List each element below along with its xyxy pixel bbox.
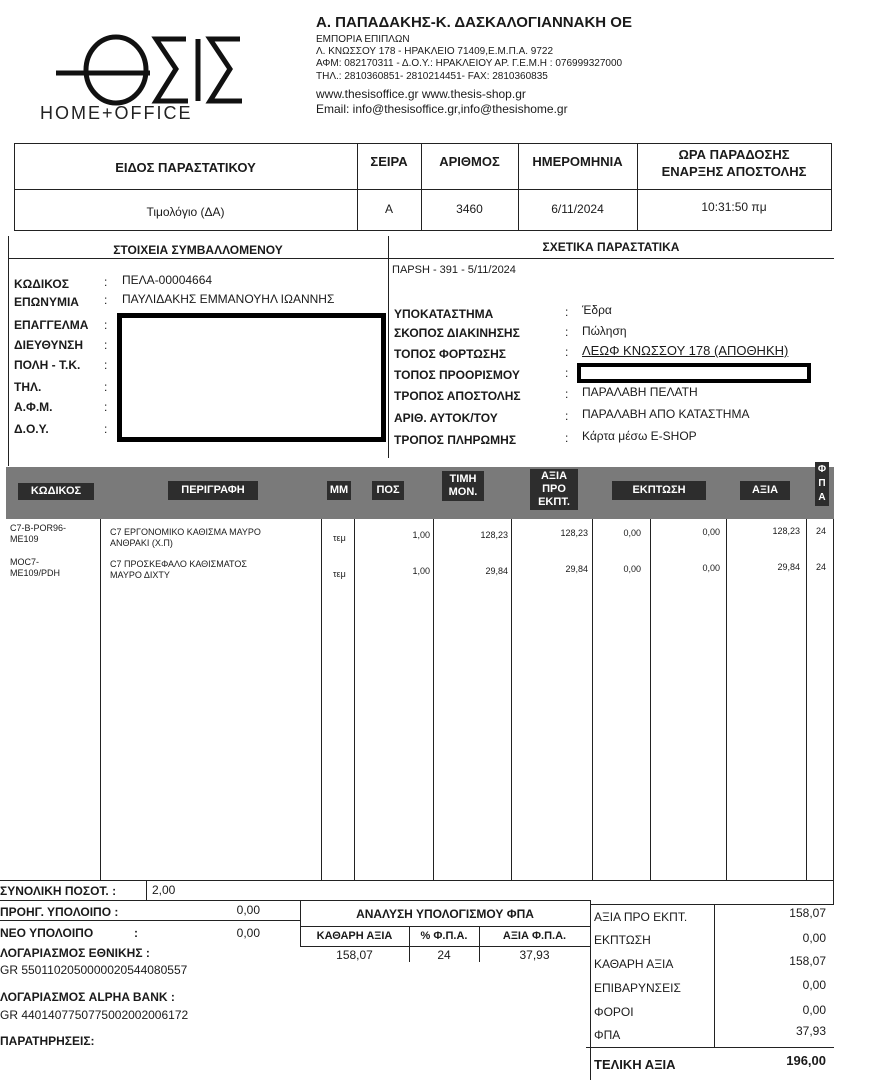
related-colon: : bbox=[565, 409, 569, 423]
items-header-band bbox=[6, 467, 834, 519]
col-header-vat-1: Φ bbox=[817, 464, 827, 475]
totals-label: ΕΠΙΒΑΡΥΝΣΕΙΣ bbox=[594, 981, 681, 995]
item-unit: τεμ bbox=[333, 533, 346, 543]
col-header-mm: ΜΜ bbox=[327, 481, 351, 500]
party-label: Δ.Ο.Υ. bbox=[14, 422, 49, 436]
related-value: Έδρα bbox=[582, 303, 612, 317]
doc-time-value: 10:31:50 πμ bbox=[701, 200, 767, 214]
col-header-desc: ΠΕΡΙΓΡΑΦΗ bbox=[168, 481, 258, 500]
party-colon: : bbox=[104, 318, 108, 332]
col-header-qty: ΠΟΣ bbox=[372, 481, 404, 500]
doc-time-header-2: ΕΝΑΡΞΗΣ ΑΠΟΣΤΟΛΗΣ bbox=[661, 164, 807, 179]
bank1-iban: GR 5501102050000020544080557 bbox=[0, 963, 188, 977]
item-prevalue: 29,84 bbox=[565, 564, 588, 574]
related-label: ΤΟΠΟΣ ΦΟΡΤΩΣΗΣ bbox=[394, 347, 506, 361]
related-value: ΠΑΡΑΛΑΒΗ ΑΠΟ ΚΑΤΑΣΤΗΜΑ bbox=[582, 407, 750, 421]
company-name: Α. ΠΑΠΑΔΑΚΗΣ-Κ. ΔΑΣΚΑΛΟΓΙΑΝΝΑΚΗ ΟΕ bbox=[316, 14, 632, 31]
company-line: ΕΜΠΟΡΙΑ ΕΠΙΠΛΩΝ bbox=[316, 34, 410, 45]
related-colon: : bbox=[565, 366, 569, 380]
item-desc-line: ΜΑΥΡΟ ΔΙΧΤΥ bbox=[110, 570, 170, 580]
doc-number-header: ΑΡΙΘΜΟΣ bbox=[439, 154, 500, 169]
related-label: ΤΡΟΠΟΣ ΑΠΟΣΤΟΛΗΣ bbox=[394, 389, 521, 403]
doc-date-value: 6/11/2024 bbox=[551, 202, 604, 216]
grand-total-value: 196,00 bbox=[786, 1053, 826, 1068]
prev-balance-value: 0,00 bbox=[236, 903, 260, 917]
item-qty: 1,00 bbox=[412, 566, 430, 576]
item-discount-pct: 0,00 bbox=[623, 564, 641, 574]
totals-label: ΦΟΡΟΙ bbox=[594, 1005, 634, 1019]
totals-value: 0,00 bbox=[802, 1003, 826, 1017]
redacted-destination bbox=[577, 363, 811, 383]
new-balance-value: 0,00 bbox=[236, 926, 260, 940]
company-line: ΑΦΜ: 082170311 - Δ.Ο.Υ.: ΗΡΑΚΛΕΙΟΥ ΑΡ. Γ.Ε.Μ.Η : 076999327000 bbox=[316, 58, 623, 69]
related-value: Κάρτα μέσω E-SHOP bbox=[582, 429, 697, 443]
item-discount-pct: 0,00 bbox=[623, 528, 641, 538]
doc-date-header: ΗΜΕΡΟΜΗΝΙΑ bbox=[532, 154, 623, 169]
party-colon: : bbox=[104, 293, 108, 307]
col-header-prevalue-2: ΠΡΟ bbox=[542, 483, 566, 495]
related-label: ΑΡΙΘ. ΑΥΤΟΚ/ΤΟΥ bbox=[394, 411, 498, 425]
item-desc bbox=[110, 527, 261, 549]
vat-amount-value: 37,93 bbox=[519, 948, 550, 962]
company-line: ΤΗΛ.: 2810360851- 2810214451- FAX: 2810360835 bbox=[316, 71, 548, 82]
related-value: ΠΑΡΑΛΑΒΗ ΠΕΛΑΤΗ bbox=[582, 385, 698, 399]
related-label: ΣΚΟΠΟΣ ΔΙΑΚΙΝΗΣΗΣ bbox=[394, 326, 520, 340]
party-colon: : bbox=[104, 380, 108, 394]
col-header-code: ΚΩΔΙΚΟΣ bbox=[18, 483, 94, 500]
col-header-vat bbox=[815, 462, 829, 506]
doc-number-value: 3460 bbox=[456, 202, 483, 216]
item-code-line: ME109 bbox=[10, 534, 39, 544]
vat-net-value: 158,07 bbox=[336, 948, 373, 962]
party-label: Α.Φ.Μ. bbox=[14, 400, 53, 414]
related-colon: : bbox=[565, 305, 569, 319]
totals-value: 37,93 bbox=[795, 1024, 826, 1038]
vat-analysis-title: ΑΝΑΛΥΣΗ ΥΠΟΛΟΓΙΣΜΟΥ ΦΠΑ bbox=[356, 907, 534, 921]
totals-label: ΕΚΠΤΩΣΗ bbox=[594, 933, 651, 947]
col-header-vat-2: Π bbox=[818, 478, 826, 489]
col-header-discount: ΕΚΠΤΩΣΗ bbox=[612, 481, 706, 500]
related-colon: : bbox=[565, 345, 569, 359]
item-price: 128,23 bbox=[480, 530, 508, 540]
doc-time-header-1: ΩΡΑ ΠΑΡΑΔΟΣΗΣ bbox=[678, 147, 790, 162]
item-code-line: ME109/PDH bbox=[10, 568, 61, 578]
item-vat: 24 bbox=[815, 526, 826, 536]
related-title: ΣΧΕΤΙΚΑ ΠΑΡΑΣΤΑΤΙΚΑ bbox=[542, 240, 680, 254]
vat-pct-header: % Φ.Π.Α. bbox=[420, 930, 468, 942]
bank1-label: ΛΟΓΑΡΙΑΣΜΟΣ ΕΘΝΙΚΗΣ : bbox=[0, 946, 150, 960]
doc-series-header: ΣΕΙΡΑ bbox=[370, 154, 408, 169]
party-colon: : bbox=[104, 338, 108, 352]
party-value-code: ΠΕΛΑ-00004664 bbox=[122, 273, 213, 287]
grand-total-label: ΤΕΛΙΚΗ ΑΞΙΑ bbox=[594, 1057, 676, 1072]
vat-net-header: ΚΑΘΑΡΗ ΑΞΙΑ bbox=[316, 930, 393, 942]
item-unit: τεμ bbox=[333, 569, 346, 579]
related-colon: : bbox=[565, 387, 569, 401]
col-header-value: ΑΞΙΑ bbox=[740, 481, 790, 500]
item-code-line: MOC7- bbox=[10, 557, 39, 567]
vat-amount-header: ΑΞΙΑ Φ.Π.Α. bbox=[502, 930, 567, 942]
prev-balance-label: ΠΡΟΗΓ. ΥΠΟΛΟΙΠΟ : bbox=[0, 905, 119, 919]
party-colon: : bbox=[104, 400, 108, 414]
new-balance-colon: : bbox=[134, 926, 138, 940]
item-code bbox=[10, 557, 60, 579]
col-header-price bbox=[442, 471, 484, 501]
totals-value: 0,00 bbox=[802, 931, 826, 945]
new-balance-label: ΝΕΟ ΥΠΟΛΟΙΠΟ bbox=[0, 926, 94, 940]
item-qty: 1,00 bbox=[412, 530, 430, 540]
total-qty-value: 2,00 bbox=[152, 883, 176, 897]
totals-label: ΚΑΘΑΡΗ ΑΞΙΑ bbox=[594, 957, 674, 971]
bank2-iban: GR 4401407750775002002006172 bbox=[0, 1008, 189, 1022]
item-desc-line: C7 ΕΡΓΟΝΟΜΙΚΟ ΚΑΘΙΣΜΑ ΜΑΥΡΟ bbox=[110, 527, 261, 537]
totals-value: 0,00 bbox=[802, 978, 826, 992]
company-line: Λ. ΚΝΩΣΣΟΥ 178 - ΗΡΑΚΛΕΙΟ 71409,Ε.Μ.Π.Α. 9722 bbox=[316, 46, 554, 57]
item-code bbox=[10, 523, 66, 545]
col-header-prevalue-3: ΕΚΠΤ. bbox=[538, 496, 570, 508]
doc-type-value: Τιμολόγιο (ΔΑ) bbox=[146, 205, 225, 219]
col-header-vat-3: Α bbox=[818, 492, 826, 503]
item-desc-line: ΑΝΘΡΑΚΙ (Χ.Π) bbox=[110, 538, 173, 548]
item-code-line: C7-B-POR96- bbox=[10, 523, 67, 533]
party-label: ΚΩΔΙΚΟΣ bbox=[14, 277, 69, 291]
party-title: ΣΤΟΙΧΕΙΑ ΣΥΜΒΑΛΛΟΜΕΝΟΥ bbox=[113, 243, 283, 257]
party-colon: : bbox=[104, 275, 108, 289]
vat-pct-value: 24 bbox=[437, 948, 451, 962]
item-vat: 24 bbox=[815, 562, 826, 572]
notes-label: ΠΑΡΑΤΗΡΗΣΕΙΣ: bbox=[0, 1034, 95, 1048]
totals-value: 158,07 bbox=[789, 954, 826, 968]
total-qty-label: ΣΥΝΟΛΙΚΗ ΠΟΣΟΤ. : bbox=[0, 884, 117, 898]
item-value: 29,84 bbox=[777, 562, 800, 572]
col-header-price-1: ΤΙΜΗ bbox=[449, 473, 477, 485]
company-line: www.thesisoffice.gr www.thesis-shop.gr bbox=[316, 87, 526, 101]
item-discount: 0,00 bbox=[702, 527, 720, 537]
bank2-label: ΛΟΓΑΡΙΑΣΜΟΣ ALPHA BANK : bbox=[0, 990, 175, 1004]
party-label: ΔΙΕΥΘΥΝΣΗ bbox=[14, 338, 84, 352]
col-header-prevalue bbox=[530, 469, 578, 510]
related-value-loading: ΛΕΩΦ ΚΝΩΣΣΟΥ 178 (ΑΠΟΘΗΚΗ) bbox=[582, 343, 789, 358]
item-value: 128,23 bbox=[772, 526, 800, 536]
company-logo bbox=[28, 15, 248, 125]
related-colon: : bbox=[565, 431, 569, 445]
logo-subtitle: HOME+OFFICE bbox=[40, 103, 193, 123]
col-header-prevalue-1: ΑΞΙΑ bbox=[540, 470, 568, 482]
totals-label: ΑΞΙΑ ΠΡΟ ΕΚΠΤ. bbox=[594, 910, 688, 924]
doc-type-header: ΕΙΔΟΣ ΠΑΡΑΣΤΑΤΙΚΟΥ bbox=[115, 160, 256, 175]
totals-label: ΦΠΑ bbox=[594, 1028, 621, 1042]
item-prevalue: 128,23 bbox=[560, 528, 588, 538]
related-label: ΤΡΟΠΟΣ ΠΛΗΡΩΜΗΣ bbox=[394, 433, 517, 447]
doc-series-value: Α bbox=[384, 202, 393, 216]
related-colon: : bbox=[565, 325, 569, 339]
party-label: ΕΠΑΓΓΕΛΜΑ bbox=[14, 318, 89, 332]
item-price: 29,84 bbox=[485, 566, 508, 576]
party-colon: : bbox=[104, 422, 108, 436]
party-label: ΕΠΩΝΥΜΙΑ bbox=[14, 295, 79, 309]
party-colon: : bbox=[104, 358, 108, 372]
item-desc bbox=[110, 559, 247, 581]
party-label: ΤΗΛ. bbox=[14, 380, 42, 394]
item-discount: 0,00 bbox=[702, 563, 720, 573]
related-ref: ΠΑΡSH - 391 - 5/11/2024 bbox=[392, 264, 516, 276]
party-value-name: ΠΑΥΛΙΔΑΚΗΣ ΕΜΜΑΝΟΥΗΛ ΙΩΑΝΝΗΣ bbox=[122, 292, 335, 306]
party-label: ΠΟΛΗ - Τ.Κ. bbox=[14, 358, 81, 372]
redacted-party-details bbox=[117, 313, 386, 442]
item-desc-line: C7 ΠΡΟΣΚΕΦΑΛΟ ΚΑΘΙΣΜΑΤΟΣ bbox=[110, 559, 247, 569]
related-label: ΤΟΠΟΣ ΠΡΟΟΡΙΣΜΟΥ bbox=[394, 368, 520, 382]
totals-value: 158,07 bbox=[789, 906, 826, 920]
col-header-price-2: ΜΟΝ. bbox=[448, 486, 478, 498]
company-line: Email: info@thesisoffice.gr,info@thesishome.gr bbox=[316, 102, 568, 116]
related-label: ΥΠΟΚΑΤΑΣΤΗΜΑ bbox=[394, 307, 494, 321]
related-value: Πώληση bbox=[582, 324, 627, 338]
